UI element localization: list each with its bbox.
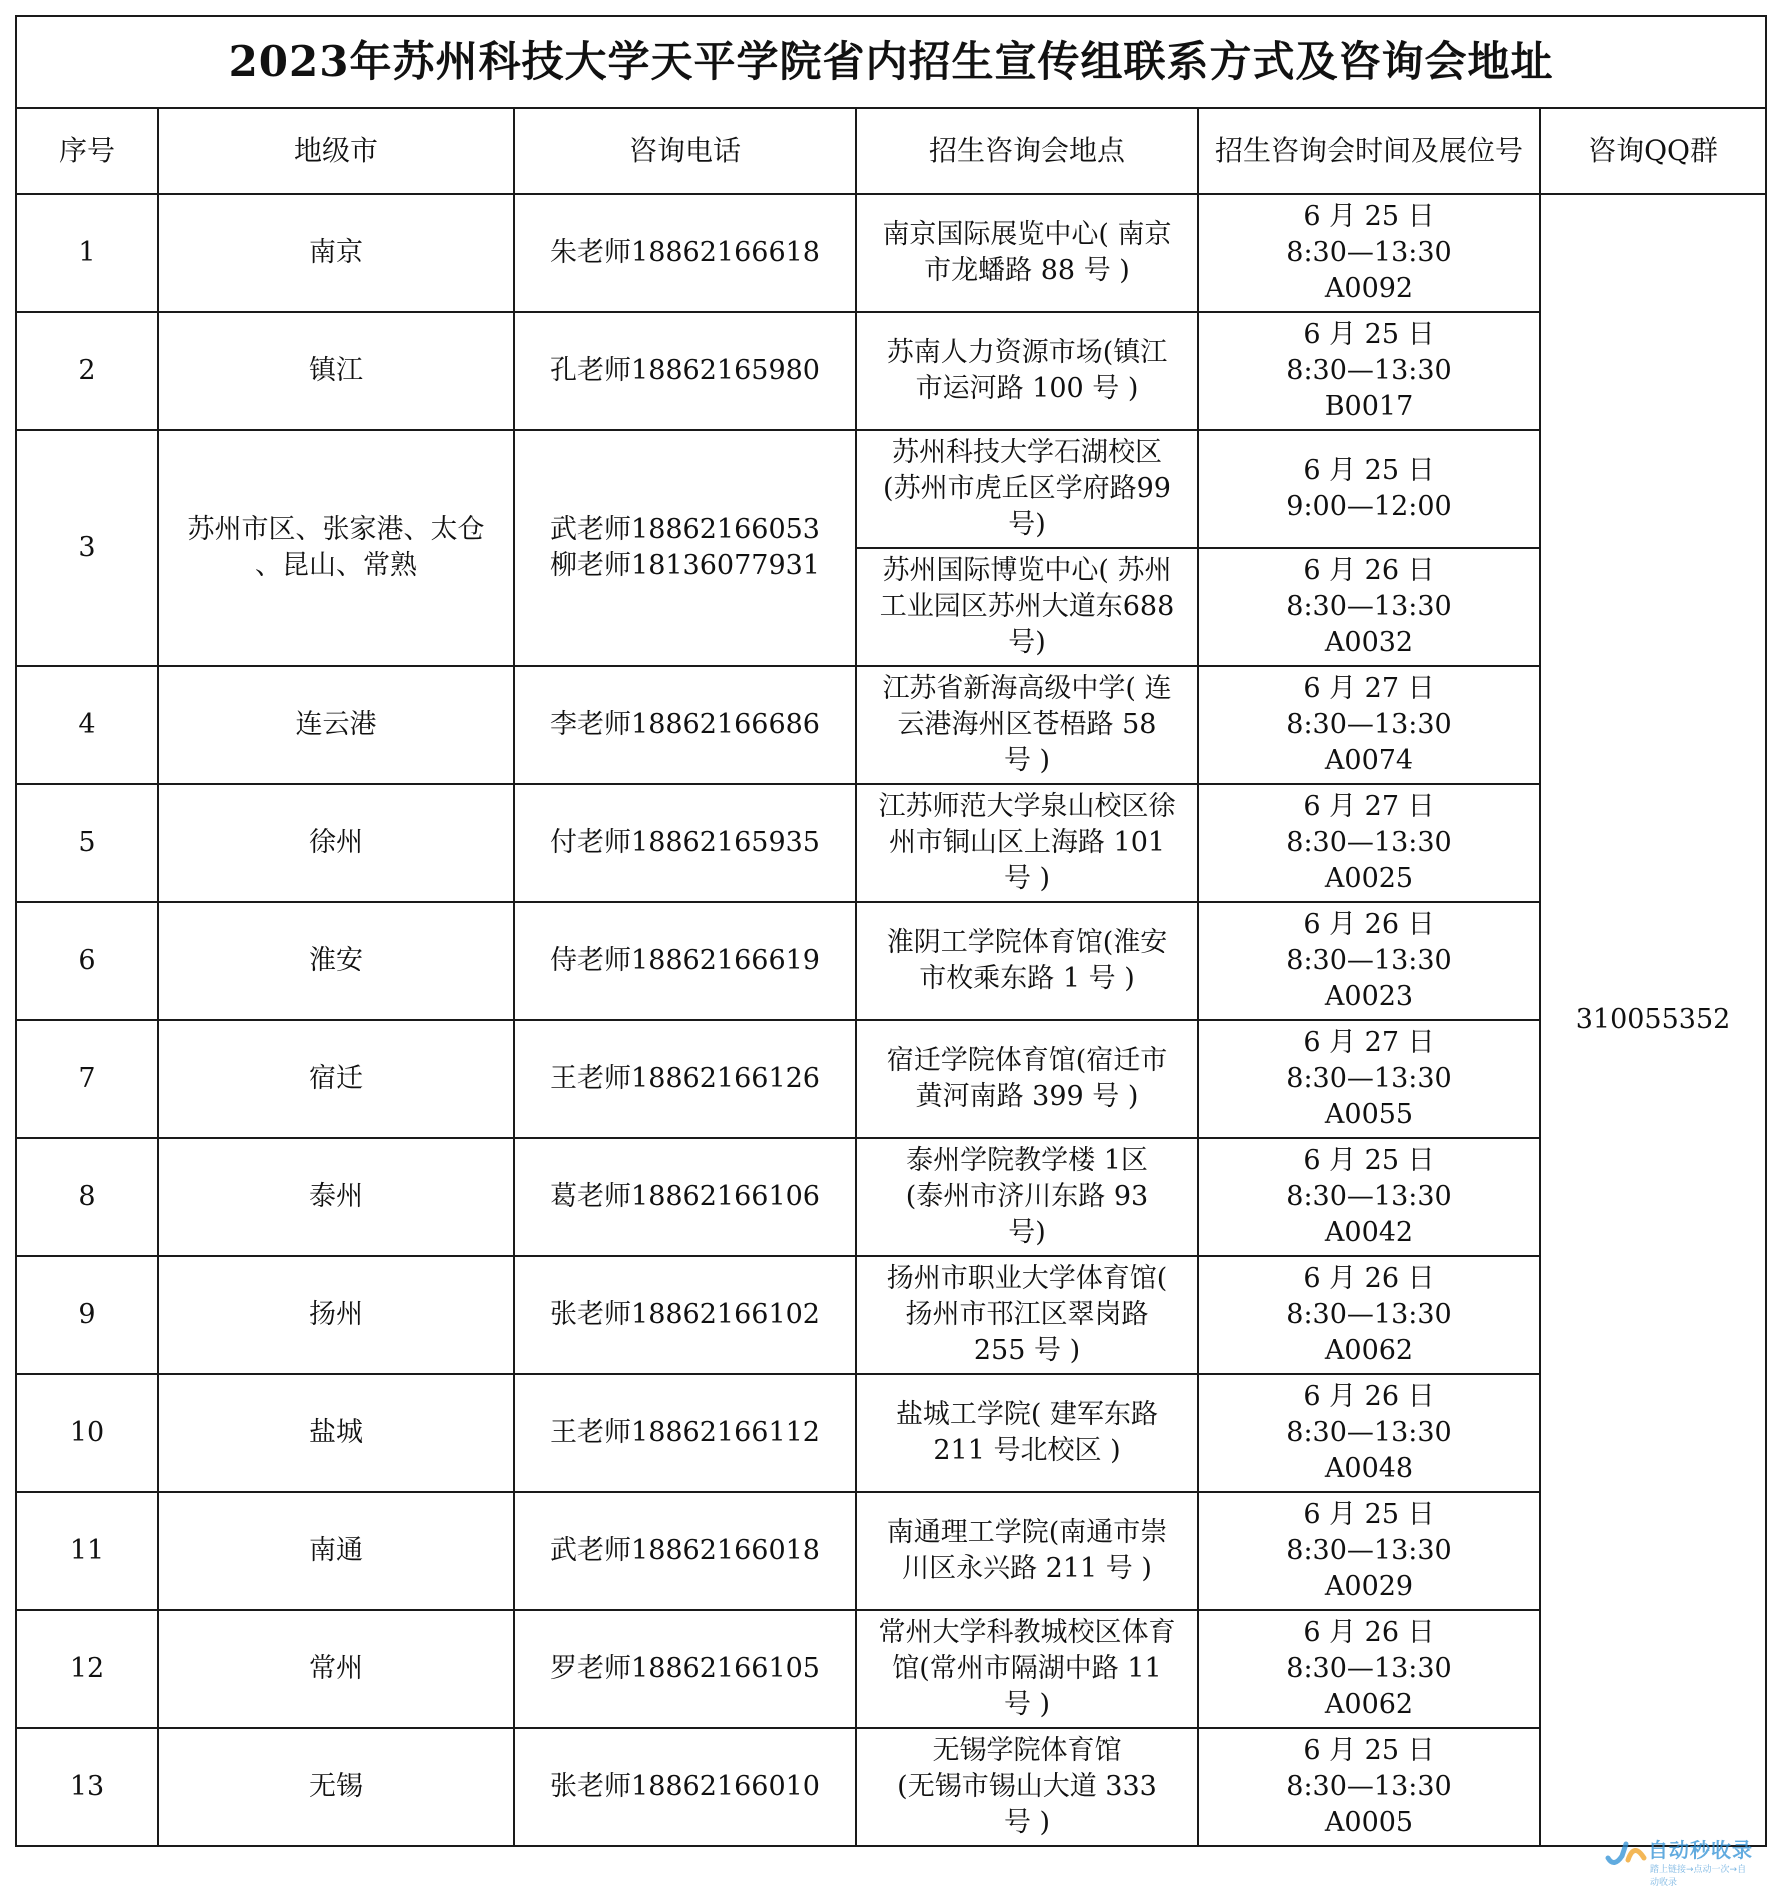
phone-cell: 罗老师18862166105 [514,1610,856,1728]
row-number: 3 [16,430,158,666]
table-row [16,1374,1766,1492]
time-cell: 6 月 26 日 8:30—13:30 A0023 [1198,902,1540,1020]
row-number: 7 [16,1020,158,1138]
city-cell: 徐州 [158,784,514,902]
header-time: 招生咨询会时间及展位号 [1198,108,1540,194]
row-number: 2 [16,312,158,430]
logo-icon [1604,1838,1650,1868]
city-cell: 连云港 [158,666,514,784]
header-no: 序号 [16,108,158,194]
city-cell: 宿迁 [158,1020,514,1138]
venue-cell: 南通理工学院(南通市崇 川区永兴路 211 号 ) [856,1492,1198,1610]
venue-cell: 无锡学院体育馆 (无锡市锡山大道 333 号 ) [856,1728,1198,1846]
phone-cell: 武老师18862166018 [514,1492,856,1610]
city-cell: 无锡 [158,1728,514,1846]
row-number: 6 [16,902,158,1020]
phone-cell: 张老师18862166010 [514,1728,856,1846]
header-venue: 招生咨询会地点 [856,108,1198,194]
time-cell: 6 月 26 日 8:30—13:30 A0048 [1198,1374,1540,1492]
time-cell: 6 月 25 日 8:30—13:30 A0092 [1198,194,1540,312]
time-cell: 6 月 27 日 8:30—13:30 A0025 [1198,784,1540,902]
phone-cell: 王老师18862166112 [514,1374,856,1492]
row-number: 13 [16,1728,158,1846]
contact-table [15,15,1767,1847]
venue-cell: 江苏省新海高级中学( 连 云港海州区苍梧路 58 号 ) [856,666,1198,784]
city-cell: 南京 [158,194,514,312]
header-qq: 咨询QQ群 [1540,108,1766,194]
watermark-text: 自动秒收录 [1648,1838,1753,1862]
phone-cell: 朱老师18862166618 [514,194,856,312]
time-cell: 6 月 25 日 8:30—13:30 A0029 [1198,1492,1540,1610]
city-cell: 常州 [158,1610,514,1728]
schedule-sheet [15,15,1765,1847]
phone-cell: 侍老师18862166619 [514,902,856,1020]
city-cell: 盐城 [158,1374,514,1492]
table-row [16,1728,1766,1846]
table-row [16,902,1766,1020]
venue-cell: 常州大学科教城校区体育 馆(常州市隔湖中路 11 号 ) [856,1610,1198,1728]
row-number: 12 [16,1610,158,1728]
time-cell: 6 月 26 日 8:30—13:30 A0062 [1198,1610,1540,1728]
table-row [16,430,1766,548]
row-number: 4 [16,666,158,784]
time-cell: 6 月 25 日 8:30—13:30 A0042 [1198,1138,1540,1256]
table-title: 2023年苏州科技大学天平学院省内招生宣传组联系方式及咨询会地址 [16,16,1766,108]
watermark-subtext: 踏上链接→点动一次→自动收录 [1650,1865,1747,1888]
table-row [16,1138,1766,1256]
venue-cell: 宿迁学院体育馆(宿迁市 黄河南路 399 号 ) [856,1020,1198,1138]
time-cell: 6 月 27 日 8:30—13:30 A0074 [1198,666,1540,784]
venue-cell: 泰州学院教学楼 1区 (泰州市济川东路 93 号) [856,1138,1198,1256]
row-number: 1 [16,194,158,312]
phone-cell: 葛老师18862166106 [514,1138,856,1256]
venue-cell: 江苏师范大学泉山校区徐 州市铜山区上海路 101 号 ) [856,784,1198,902]
table-row [16,1020,1766,1138]
row-number: 5 [16,784,158,902]
city-cell: 苏州市区、张家港、太仓 、昆山、常熟 [158,430,514,666]
header-row [16,108,1766,194]
venue-cell: 淮阴工学院体育馆(淮安 市枚乘东路 1 号 ) [856,902,1198,1020]
city-cell: 淮安 [158,902,514,1020]
venue-cell: 苏州科技大学石湖校区 (苏州市虎丘区学府路99 号) [856,430,1198,548]
venue-cell: 盐城工学院( 建军东路 211 号北校区 ) [856,1374,1198,1492]
venue-cell: 苏州国际博览中心( 苏州 工业园区苏州大道东688 号) [856,548,1198,666]
venue-cell: 扬州市职业大学体育馆( 扬州市邗江区翠岗路 255 号 ) [856,1256,1198,1374]
venue-cell: 南京国际展览中心( 南京 市龙蟠路 88 号 ) [856,194,1198,312]
venue-cell: 苏南人力资源市场(镇江 市运河路 100 号 ) [856,312,1198,430]
header-phone: 咨询电话 [514,108,856,194]
time-cell: 6 月 26 日 8:30—13:30 A0032 [1198,548,1540,666]
phone-cell: 付老师18862165935 [514,784,856,902]
row-number: 11 [16,1492,158,1610]
time-cell: 6 月 27 日 8:30—13:30 A0055 [1198,1020,1540,1138]
city-cell: 泰州 [158,1138,514,1256]
phone-cell: 王老师18862166126 [514,1020,856,1138]
row-number: 10 [16,1374,158,1492]
header-city: 地级市 [158,108,514,194]
city-cell: 扬州 [158,1256,514,1374]
phone-cell: 张老师18862166102 [514,1256,856,1374]
table-row [16,1492,1766,1610]
city-cell: 镇江 [158,312,514,430]
table-row [16,784,1766,902]
phone-cell: 孔老师18862165980 [514,312,856,430]
table-row [16,194,1766,312]
row-number: 8 [16,1138,158,1256]
phone-cell: 武老师18862166053 柳老师18136077931 [514,430,856,666]
qq-group-cell: 310055352 [1540,194,1766,1846]
time-cell: 6 月 26 日 8:30—13:30 A0062 [1198,1256,1540,1374]
time-cell: 6 月 25 日 8:30—13:30 A0005 [1198,1728,1540,1846]
time-cell: 6 月 25 日 9:00—12:00 [1198,430,1540,548]
table-row [16,312,1766,430]
watermark [1604,1832,1754,1888]
table-row [16,1256,1766,1374]
table-row [16,666,1766,784]
phone-cell: 李老师18862166686 [514,666,856,784]
city-cell: 南通 [158,1492,514,1610]
table-row [16,1610,1766,1728]
row-number: 9 [16,1256,158,1374]
time-cell: 6 月 25 日 8:30—13:30 B0017 [1198,312,1540,430]
